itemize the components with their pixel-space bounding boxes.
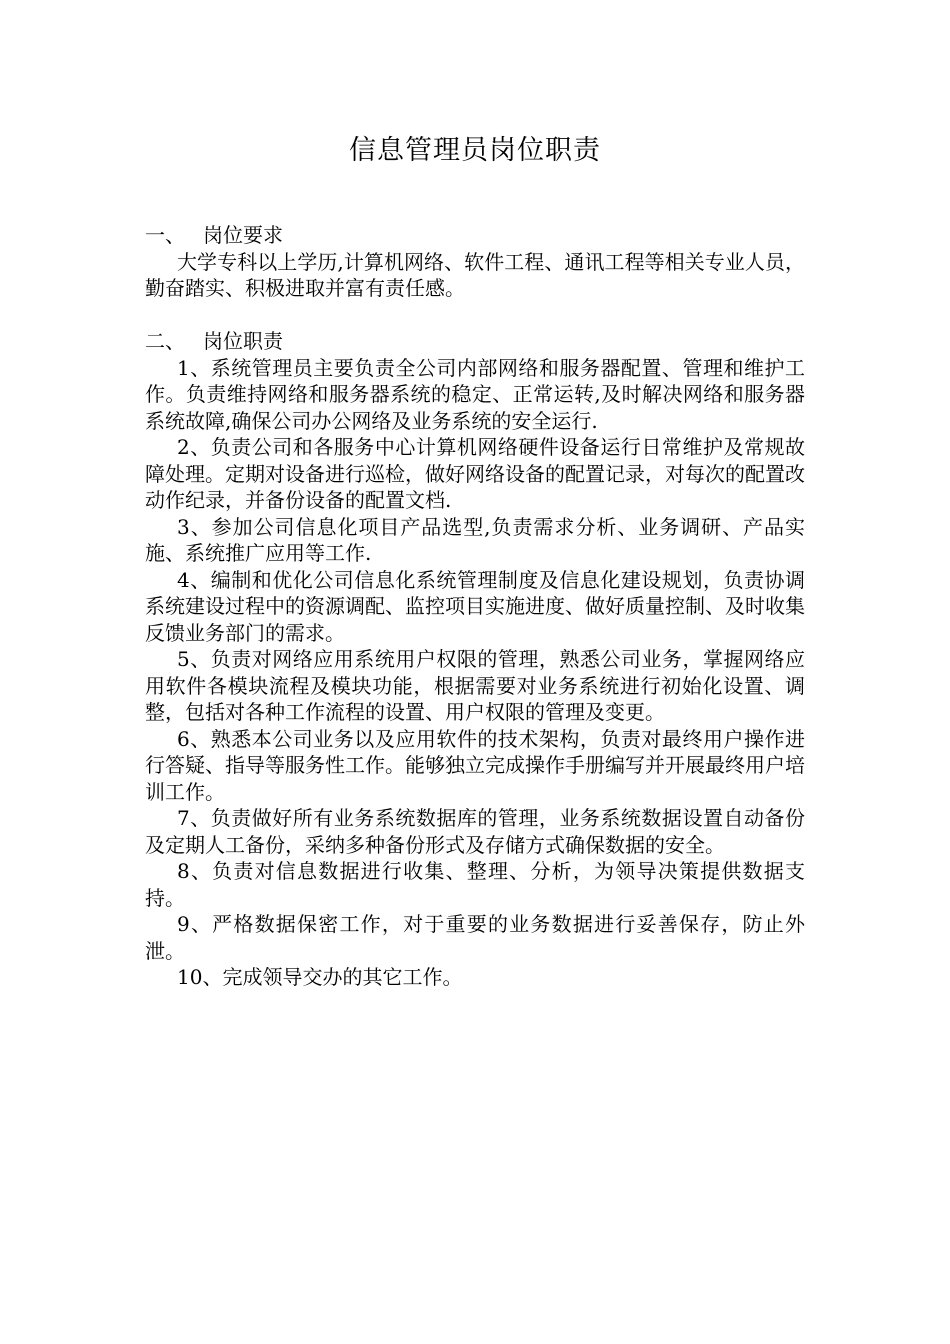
duty-item-5: 5、负责对网络应用系统用户权限的管理，熟悉公司业务，掌握网络应用软件各模块流程及模块功能，根据需要对业务系统进行初始化设置、调整，包括对各种工作流程的设置、用户权限的管理及变更。 (145, 647, 805, 724)
document-title: 信息管理员岗位职责 (349, 135, 601, 166)
section-number: 一、 (145, 223, 185, 247)
section-duties (145, 328, 805, 991)
duty-item-7: 7、负责做好所有业务系统数据库的管理，业务系统数据设置自动备份及定期人工备份，采纳多种备份形式及存储方式确保数据的安全。 (145, 806, 805, 857)
section-heading-text: 岗位职责 (203, 329, 283, 353)
duty-item-8: 8、负责对信息数据进行收集、整理、分析，为领导决策提供数据支持。 (145, 859, 805, 910)
section-number: 二、 (145, 329, 185, 353)
section-heading (145, 328, 805, 355)
duty-item-2: 2、负责公司和各服务中心计算机网络硬件设备运行日常维护及常规故障处理。定期对设备进行巡检，做好网络设备的配置记录，对每次的配置改动作纪录，并备份设备的配置文档. (145, 435, 805, 512)
section-spacer (145, 302, 805, 329)
duty-item-3: 3、参加公司信息化项目产品选型,负责需求分析、业务调研、产品实施、系统推广应用等工作. (145, 514, 805, 565)
section-requirements (145, 222, 805, 302)
duty-item-9: 9、严格数据保密工作，对于重要的业务数据进行妥善保存，防止外泄。 (145, 912, 805, 963)
duty-item-10: 10、完成领导交办的其它工作。 (177, 965, 463, 989)
document-body (145, 222, 805, 991)
duty-item-6: 6、熟悉本公司业务以及应用软件的技术架构，负责对最终用户操作进行答疑、指导等服务性工作。能够独立完成操作手册编写并开展最终用户培训工作。 (145, 726, 805, 804)
duty-item-1: 1、系统管理员主要负责全公司内部网络和服务器配置、管理和维护工作。负责维持网络和服务器系统的稳定、正常运转,及时解决网络和服务器系统故障,确保公司办公网络及业务系统的安全运行. (145, 355, 805, 433)
section-heading-text: 岗位要求 (203, 223, 283, 247)
duty-item-4: 4、编制和优化公司信息化系统管理制度及信息化建设规划，负责协调系统建设过程中的资源调配、监控项目实施进度、做好质量控制、及时收集反馈业务部门的需求。 (145, 567, 805, 645)
requirements-paragraph: 大学专科以上学历,计算机网络、软件工程、通讯工程等相关专业人员，勤奋踏实、积极进取并富有责任感。 (145, 249, 805, 300)
section-heading (145, 222, 805, 249)
